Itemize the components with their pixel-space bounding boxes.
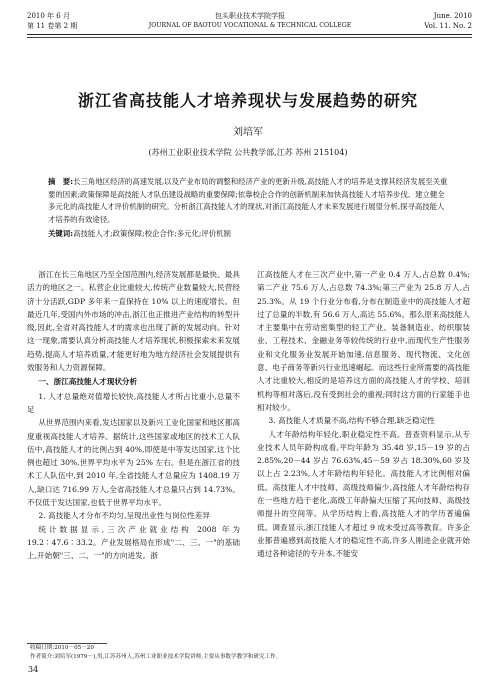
keywords <box>48 228 448 240</box>
section-heading: 一、浙江高技能人才现状分析 <box>38 377 138 387</box>
article-author: 刘培军 <box>233 127 263 138</box>
paragraph: 人才年龄结构年轻化,职业稳定性不高。普查资料显示,从专业技术人员年龄构成看,平均年龄为 35.48 岁,15－19 岁的占 2.85%,20－44 岁占 76.63%,45－59 岁占 18.30%,60 岁及以上占 2.23%,人才年龄结构年轻化。高技能人才比例相对偏低。高技能人才中技师、高级技师偏少,高技能人才年龄结构存在一些地方趋于老化,高级工年龄偏大压缩了其向技师、高级技师提升的空间等。从学历结构上看,高技能人才的学历普遍偏低。调查显示,浙江技能人才超过 9 成未受过高等教育。许多企业都普遍感到高技能人才的稳定性不高,许多人刚进企业就开始通过各种途径的专升本,不能安 <box>257 429 470 559</box>
subsection-heading: 2. 高技能人才分布不均匀,呈现出业性与岗位性差异 <box>38 511 210 521</box>
keywords-text: 高技能人才;政策保障;校企合作;多元化;评价机制 <box>73 229 231 238</box>
header-rule <box>27 34 472 35</box>
subsection-heading: 1. 人才总量绝对值增长较快,高技能人才所占比重小,总量不足 <box>27 391 240 414</box>
right-column <box>257 268 470 561</box>
received-date: 收稿日期:2010－05－20 <box>30 645 94 651</box>
author-bio: 作者简介:刘培军(1979－),男,江苏苏州人,苏州工业职业技术学院讲师,主要从事数学教学和研究工作。 <box>30 654 282 660</box>
footnote <box>30 644 281 662</box>
volume-issue-en: Vol. 11. No. 2 <box>424 22 472 30</box>
paragraph: 江高技能人才在三次产业中,第一产业 0.4 万人,占总数 0.4%;第二产业 75.6 万人,占总数 74.3%;第三产业为 25.8 万人,占 25.3%。从 19 个行业分布看,分布在制造业中的高技能人才超过了总量的半数,有 56.6 万人,高达 55.6%。那么原来高技能人才主要集中在劳动密集型的轻工产业、装备制造业、纺织服装业、工程技术、金融业务等较传统的行业中,而现代生产性服务业和文化服务业发展开始加速,信息服务、现代物流、文化创意、电子商务等新兴行业迅速崛起。而这些行业所需要的高技能人才比重较大,相反的是培养这方面的高技能人才的学校、培训机构等相对落后,没有受到社会的重视;同时这方面的行家能手也相对较少。 <box>257 270 470 412</box>
abstract <box>48 176 448 227</box>
paragraph: 统计数据显示,三次产业就业结构 2008 年为 19.2∶47.6∶33.2。产业发展格局在形成"二、三、一"的基础上,开始朝"三、二、一"的方向进发。浙 <box>27 524 240 561</box>
header-rule-thin <box>27 37 472 38</box>
paragraph: 从世界范围内来看,发达国家以及新兴工业化国家和地区都高度重视高技能人才培养。据统计,这些国家或地区的技术工人队伍中,高技能人才的比例占到 40%,即使是中等发达国家,这个比例也超过 30%,世界平均水平为 25% 左右。但是在浙江省的技术工人队伍中,到 2010 年,全省技能人才总量应为 1408.19 万人,缺口达 716.99 万人,全省高技能人才总量只占到 14.73%。不仅低于发达国家,也低于世界平均水平。 <box>27 418 240 508</box>
journal-name-en: JOURNAL OF BAOTOU VOCATIONAL & TECHNICAL COLLEGE <box>148 22 352 29</box>
keywords-label: 关键词: <box>48 229 74 238</box>
running-header-right <box>424 11 472 31</box>
article-title: 浙江省高技能人才培养现状与发展趋势的研究 <box>77 91 418 110</box>
journal-name-cn: 包头职业技术学院学报 <box>215 12 285 20</box>
subsection-heading: 3. 高技能人才质量不高,结构不够合理,缺乏稳定性 <box>268 416 435 426</box>
page-number: 34 <box>28 665 39 674</box>
volume-issue: 第 11 卷第 2 期 <box>27 22 78 30</box>
abstract-text: 长三角地区经济的高速发展,以及产业布局的调整和经济产业的更新升级,高技能人才的培养是支撑其经济发展至关重要的因素;政策保障是高技能人才队伍建设战略的重要保障;依靠校企合作的创新机制来加快高技能人才培养步伐、建立健全多元化的高技能人才评价机制的研究。分析浙江高技能人才的现状,对浙江高技能人才未来发展进行展望分析,探寻高技能人才培养的有效途径。 <box>48 177 448 225</box>
running-header-center <box>120 11 380 31</box>
issue-date: 2010 年 6 月 <box>27 12 70 20</box>
paragraph: 浙江在长三角地区乃至全国范围内,经济发展都是最快、最具活力的地区之一。私营企业比重较大,传统产业数量较大,民营经济十分活跃,GDP 多年来一直保持在 10% 以上的速度增长。但最近几年,受国内外市场的冲击,浙江也正推进产业结构的转型升级,因此,全省对高技能人才的需求也出现了新的发展动向。针对这一现象,需要认真分析高技能人才培养现状,积极探索未来发展趋势,提高人才培养质量,才能更好地为地方经济社会发展提供有效服务和人力资源保障。 <box>27 270 240 373</box>
abstract-label: 摘 要: <box>48 177 74 186</box>
running-header-left <box>27 11 77 31</box>
author-affiliation: (苏州工业职业技术学院 公共教学部,江苏 苏州 215104) <box>148 148 348 157</box>
issue-date-en: June. 2010 <box>433 12 472 20</box>
left-column <box>27 268 240 563</box>
